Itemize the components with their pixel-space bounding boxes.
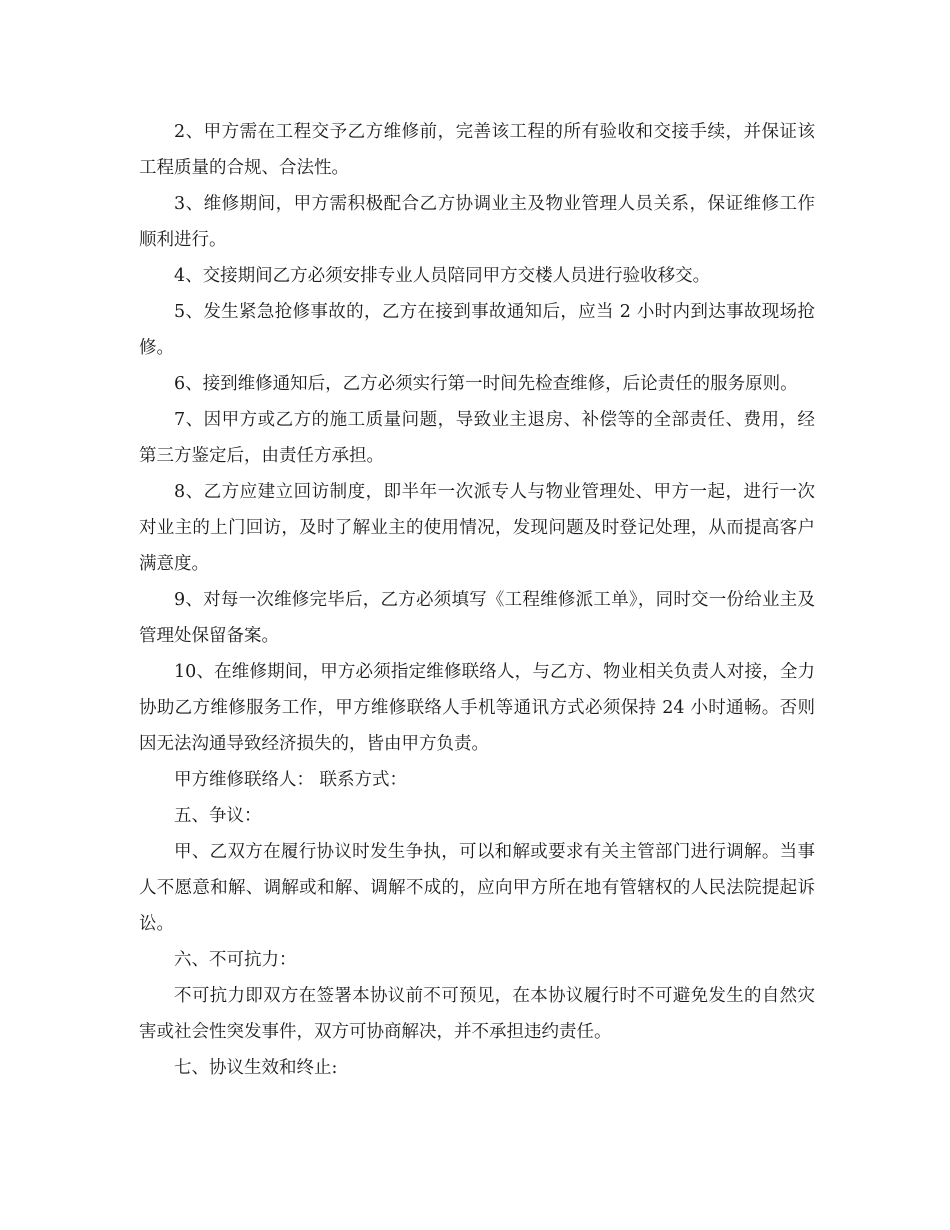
section-heading-effect-termination: 七、协议生效和终止: bbox=[174, 1058, 338, 1078]
clause-5: 5、发生紧急抢修事故的，乙方在接到事故通知后，应当 2 小时内到达事故现场抢修。 bbox=[139, 302, 815, 358]
clause-3: 3、维修期间，甲方需积极配合乙方协调业主及物业管理人员关系，保证维修工作顺利进行。 bbox=[139, 194, 815, 250]
clause-2: 2、甲方需在工程交予乙方维修前，完善该工程的所有验收和交接手续，并保证该工程质量的合规、合法性。 bbox=[139, 122, 815, 178]
clause-6: 6、接到维修通知后，乙方必须实行第一时间先检查维修，后论责任的服务原则。 bbox=[174, 374, 798, 394]
dispute-text: 甲、乙双方在履行协议时发生争执，可以和解或要求有关主管部门进行调解。当事人不愿意和解、调解或和解、调解不成的，应向甲方所在地有管辖权的人民法院提起诉讼。 bbox=[139, 842, 815, 934]
document-body bbox=[139, 114, 815, 1086]
section-heading-force-majeure: 六、不可抗力： bbox=[174, 950, 297, 970]
clause-9: 9、对每一次维修完毕后，乙方必须填写《工程维修派工单》，同时交一份给业主及管理处保留备案。 bbox=[139, 590, 815, 646]
contact-line: 甲方维修联络人： 联系方式： bbox=[174, 770, 408, 790]
clause-4: 4、交接期间乙方必须安排专业人员陪同甲方交楼人员进行验收移交。 bbox=[174, 266, 711, 286]
clause-7: 7、因甲方或乙方的施工质量问题，导致业主退房、补偿等的全部责任、费用，经第三方鉴定后，由责任方承担。 bbox=[139, 410, 815, 466]
clause-10: 10、在维修期间，甲方必须指定维修联络人，与乙方、物业相关负责人对接，全力协助乙方维修服务工作，甲方维修联络人手机等通讯方式必须保持 24 小时通畅。否则因无法沟通导致经济损失的，皆由甲方负责。 bbox=[139, 662, 815, 754]
section-heading-dispute: 五、争议： bbox=[174, 806, 262, 826]
force-majeure-text: 不可抗力即双方在签署本协议前不可预见，在本协议履行时不可避免发生的自然灾害或社会性突发事件，双方可协商解决，并不承担违约责任。 bbox=[139, 986, 815, 1042]
clause-8: 8、乙方应建立回访制度，即半年一次派专人与物业管理处、甲方一起，进行一次对业主的上门回访，及时了解业主的使用情况，发现问题及时登记处理，从而提高客户满意度。 bbox=[139, 482, 815, 574]
